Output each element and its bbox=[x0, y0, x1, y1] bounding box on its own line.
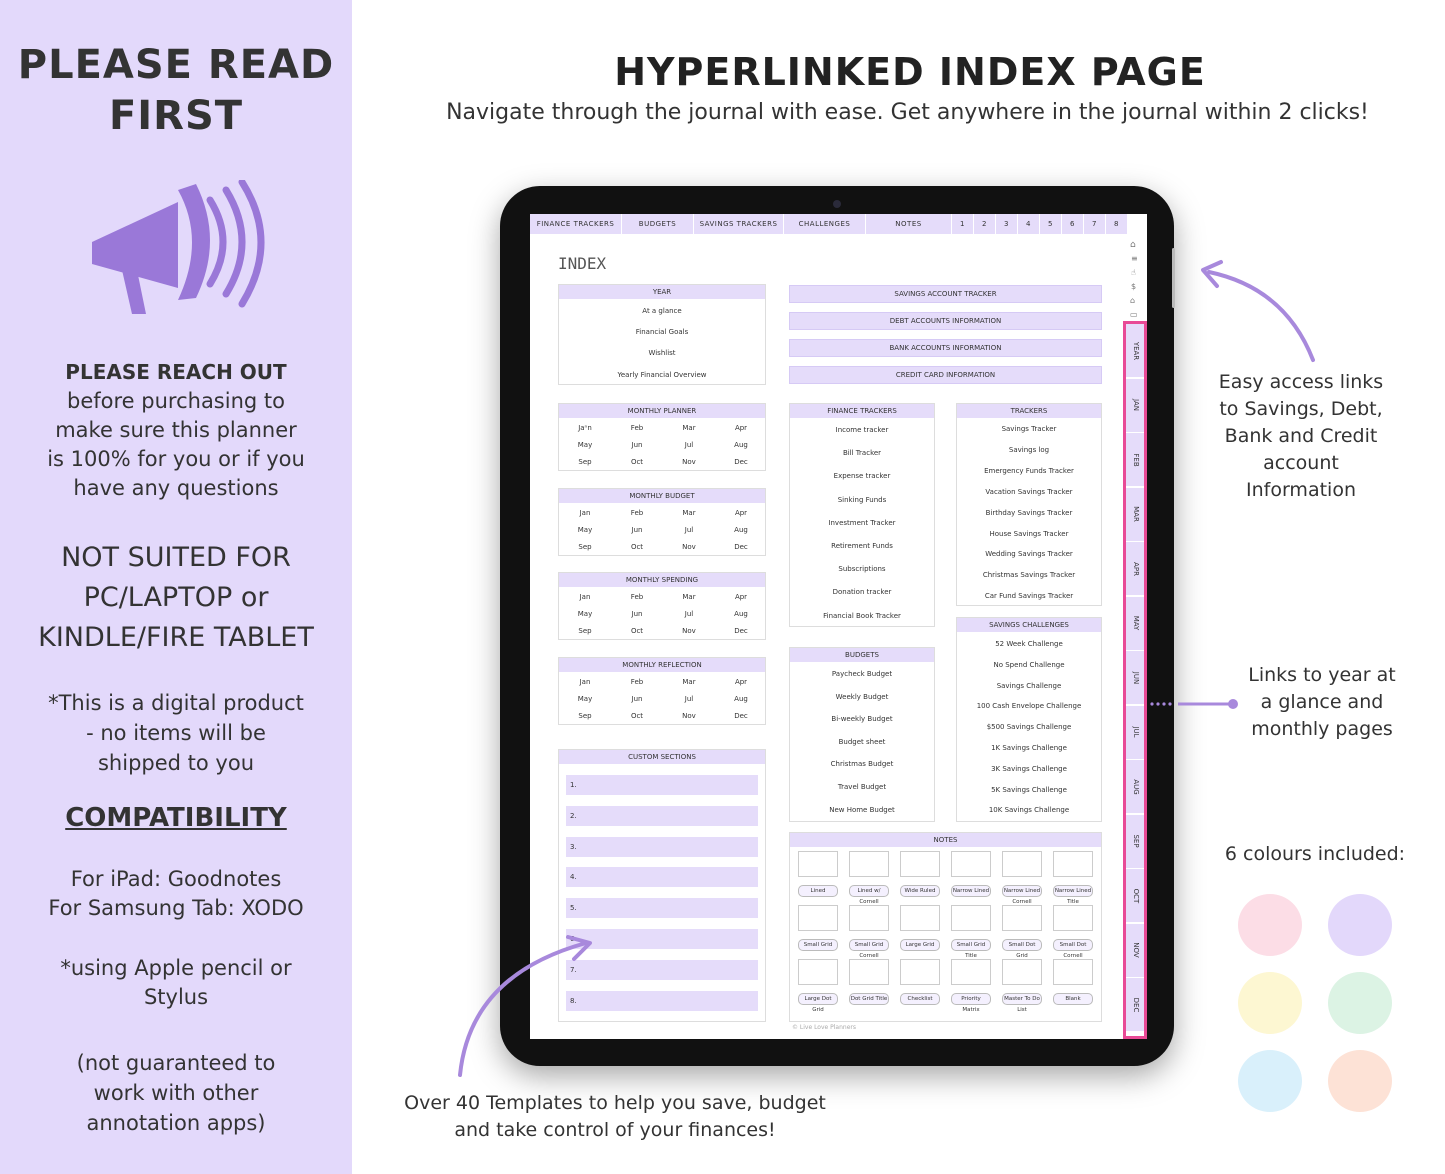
month-link[interactable]: Jul bbox=[684, 695, 694, 703]
planner-screen bbox=[530, 214, 1147, 1039]
month-link[interactable]: Jun bbox=[631, 526, 643, 534]
finance-trackers-link[interactable]: Sinking Funds bbox=[837, 495, 887, 504]
side-tab-label: APR bbox=[1132, 561, 1140, 576]
template-label[interactable]: Priority Matrix bbox=[951, 993, 991, 1005]
month-link[interactable]: Nov bbox=[682, 458, 696, 466]
month-link[interactable]: Jul bbox=[684, 441, 694, 449]
year-annotation bbox=[1232, 662, 1412, 743]
month-link[interactable]: Mar bbox=[682, 593, 696, 601]
digital-line: shipped to you bbox=[97, 751, 254, 775]
account-link[interactable]: SAVINGS ACCOUNT TRACKER bbox=[789, 285, 1102, 303]
month-link[interactable]: Apr bbox=[734, 424, 748, 432]
top-tab[interactable]: 7 bbox=[1084, 214, 1106, 234]
trackers-link[interactable]: Savings Tracker bbox=[1001, 425, 1057, 433]
side-tab-label: DEC bbox=[1132, 997, 1140, 1012]
page-title: HYPERLINKED INDEX PAGE bbox=[614, 50, 1206, 94]
month-link[interactable]: Jan bbox=[579, 509, 591, 517]
template-thumbnail[interactable] bbox=[849, 959, 889, 985]
top-tab[interactable]: BUDGETS bbox=[622, 214, 694, 234]
template-label[interactable]: Wide Ruled bbox=[900, 885, 940, 897]
year-link[interactable]: At a glance bbox=[642, 307, 682, 315]
template-label[interactable]: Checklist bbox=[900, 993, 940, 1005]
month-link[interactable]: Dec bbox=[734, 627, 748, 635]
template-thumbnail[interactable] bbox=[951, 905, 991, 931]
trackers-link[interactable]: Savings log bbox=[1008, 445, 1050, 454]
tablet-button bbox=[1172, 248, 1175, 308]
list-icon[interactable]: ≡ bbox=[1131, 254, 1138, 263]
template-thumbnail[interactable] bbox=[951, 959, 991, 985]
month-link[interactable]: May bbox=[577, 695, 593, 703]
side-tab-label: AUG bbox=[1132, 778, 1140, 795]
pencil-line: *using Apple pencil or bbox=[60, 956, 292, 980]
top-tab[interactable]: 2 bbox=[974, 214, 996, 234]
guarantee-block bbox=[0, 1048, 352, 1138]
account-link[interactable]: BANK ACCOUNTS INFORMATION bbox=[789, 339, 1102, 357]
colour-swatch bbox=[1328, 1050, 1392, 1112]
budgets-link[interactable]: Weekly Budget bbox=[835, 692, 889, 701]
annotation-line: and take control of your finances! bbox=[454, 1119, 776, 1141]
custom-section-field[interactable]: 5. bbox=[566, 898, 758, 918]
trackers-link[interactable]: Car Fund Savings Tracker bbox=[984, 592, 1074, 601]
custom-section-field[interactable]: 8. bbox=[566, 991, 758, 1011]
finance-trackers-link[interactable]: Retirement Funds bbox=[831, 542, 893, 550]
template-thumbnail[interactable] bbox=[849, 905, 889, 931]
trackers-header[interactable]: TRACKERS bbox=[957, 404, 1101, 418]
budgets-link[interactable]: Bi-weekly Budget bbox=[831, 715, 893, 724]
template-thumbnail[interactable] bbox=[1002, 905, 1042, 931]
colour-swatch bbox=[1238, 894, 1302, 956]
custom-section-field[interactable]: 3. bbox=[566, 837, 758, 857]
month-link[interactable]: Nov bbox=[682, 543, 696, 551]
budgets-link[interactable]: Christmas Budget bbox=[830, 760, 894, 769]
month-link[interactable]: Apr bbox=[734, 678, 748, 686]
reach-out-block bbox=[0, 358, 352, 503]
month-link[interactable]: Sep bbox=[578, 458, 592, 466]
top-tab[interactable]: NOTES bbox=[866, 214, 952, 234]
month-link[interactable]: Apr bbox=[734, 509, 748, 517]
not-suited-block bbox=[0, 538, 352, 658]
home-icon[interactable]: ⌂ bbox=[1130, 240, 1136, 250]
month-link[interactable]: Sep bbox=[578, 543, 592, 551]
pencil-block bbox=[0, 954, 352, 1012]
template-label[interactable]: Large Grid bbox=[900, 939, 940, 951]
challenges-link[interactable]: $500 Savings Challenge bbox=[986, 723, 1072, 732]
month-link[interactable]: Nov bbox=[682, 627, 696, 635]
template-label[interactable]: Master To Do List bbox=[1002, 993, 1042, 1005]
template-thumbnail[interactable] bbox=[1053, 905, 1093, 931]
pointer-line-icon bbox=[1148, 696, 1240, 712]
monthly-box bbox=[558, 403, 766, 471]
monthly-box bbox=[558, 572, 766, 640]
top-tab[interactable]: 4 bbox=[1018, 214, 1040, 234]
month-link[interactable]: Aug bbox=[734, 526, 748, 534]
template-thumbnail[interactable] bbox=[1053, 851, 1093, 877]
monthly-box bbox=[558, 488, 766, 556]
month-link[interactable]: Oct bbox=[630, 627, 644, 635]
reach-out-title: PLEASE REACH OUT bbox=[65, 360, 287, 384]
month-link[interactable]: Feb bbox=[630, 678, 644, 686]
digital-line: - no items will be bbox=[86, 721, 266, 745]
reach-out-line: before purchasing to bbox=[67, 389, 285, 413]
info-sidebar bbox=[0, 0, 352, 1174]
template-label[interactable]: Small Dot Cornell bbox=[1053, 939, 1093, 951]
annotation-line: Links to year at bbox=[1248, 664, 1396, 686]
month-link[interactable]: Jul bbox=[684, 526, 694, 534]
reach-out-line: make sure this planner bbox=[55, 418, 297, 442]
compat-line: For Samsung Tab: XODO bbox=[48, 896, 304, 920]
month-link[interactable]: Feb bbox=[630, 424, 644, 432]
template-label[interactable]: Narrow Lined bbox=[951, 885, 991, 897]
top-tab[interactable]: CHALLENGES bbox=[784, 214, 866, 234]
finance-trackers-header[interactable]: FINANCE TRACKERS bbox=[790, 404, 934, 418]
top-tab[interactable]: FINANCE TRACKERS bbox=[530, 214, 622, 234]
annotation-line: to Savings, Debt, bbox=[1219, 398, 1383, 420]
annotation-line: account bbox=[1263, 452, 1339, 474]
compatibility-block bbox=[0, 865, 352, 923]
month-link[interactable]: May bbox=[577, 441, 593, 449]
challenges-link[interactable]: 52 Week Challenge bbox=[995, 640, 1063, 648]
hand-icon[interactable]: ☝ bbox=[1131, 268, 1136, 277]
arrow-templates-icon bbox=[450, 935, 600, 1080]
monthly-box-header[interactable]: MONTHLY PLANNER bbox=[559, 404, 765, 418]
colour-swatch bbox=[1238, 972, 1302, 1034]
template-thumbnail[interactable] bbox=[1053, 959, 1093, 985]
template-thumbnail[interactable] bbox=[900, 851, 940, 877]
month-link[interactable]: Feb bbox=[630, 593, 644, 601]
month-link[interactable]: Oct bbox=[630, 712, 644, 720]
month-link[interactable]: Dec bbox=[734, 712, 748, 720]
custom-section-field[interactable]: 1. bbox=[566, 775, 758, 795]
side-tab-label: OCT bbox=[1132, 888, 1140, 903]
month-link[interactable]: Oct bbox=[630, 543, 644, 551]
month-link[interactable]: Mar bbox=[682, 678, 696, 686]
month-link[interactable]: Mar bbox=[682, 509, 696, 517]
month-link[interactable]: Jun bbox=[631, 441, 643, 449]
money-icon[interactable]: $ bbox=[1131, 282, 1137, 291]
trackers-link[interactable]: Emergency Funds Tracker bbox=[984, 466, 1074, 475]
template-label[interactable]: Large Dot Grid bbox=[798, 993, 838, 1005]
finance-trackers-link[interactable]: Donation tracker bbox=[832, 588, 892, 597]
sidebar-heading-line: FIRST bbox=[108, 93, 244, 139]
finance-trackers-link[interactable]: Investment Tracker bbox=[828, 518, 896, 527]
template-thumbnail[interactable] bbox=[1002, 959, 1042, 985]
quick-icons bbox=[1125, 234, 1147, 322]
page-subtitle: Navigate through the journal with ease. Get anywhere in the journal within 2 clicks! bbox=[446, 100, 1369, 125]
template-label[interactable]: Lined bbox=[798, 885, 838, 897]
annotation-line: monthly pages bbox=[1251, 718, 1393, 740]
template-thumbnail[interactable] bbox=[1002, 851, 1042, 877]
top-tab[interactable]: 6 bbox=[1062, 214, 1084, 234]
trackers-link[interactable]: Birthday Savings Tracker bbox=[985, 508, 1073, 517]
side-tab-label: FEB bbox=[1132, 452, 1140, 467]
copyright-footer: © Live Love Planners bbox=[792, 1024, 856, 1031]
digital-line: *This is a digital product bbox=[48, 691, 304, 715]
template-label[interactable]: Dot Grid Title bbox=[849, 993, 889, 1005]
trackers-link[interactable]: House Savings Tracker bbox=[989, 529, 1069, 538]
finance-trackers-link[interactable]: Bill Tracker bbox=[842, 449, 882, 458]
side-tab-label: JUN bbox=[1132, 671, 1140, 684]
accounts-annotation bbox=[1196, 369, 1406, 504]
challenges-link[interactable]: 1K Savings Challenge bbox=[991, 744, 1067, 752]
monthly-box-header[interactable]: MONTHLY BUDGET bbox=[559, 489, 765, 503]
template-thumbnail[interactable] bbox=[798, 959, 838, 985]
month-link[interactable]: Aug bbox=[734, 695, 748, 703]
month-link[interactable]: Sep bbox=[578, 712, 592, 720]
month-link[interactable]: Jan bbox=[579, 678, 591, 686]
month-link[interactable]: Feb bbox=[630, 509, 644, 517]
year-link[interactable]: Yearly Financial Overview bbox=[617, 371, 707, 379]
pencil-line: Stylus bbox=[143, 985, 209, 1009]
template-thumbnail[interactable] bbox=[951, 851, 991, 877]
side-tab-label: SEP bbox=[1132, 834, 1140, 848]
notes-header[interactable]: NOTES bbox=[790, 833, 1101, 847]
template-thumbnail[interactable] bbox=[900, 959, 940, 985]
year-box bbox=[558, 284, 766, 385]
reach-out-line: is 100% for you or if you bbox=[47, 447, 305, 471]
month-link[interactable]: Dec bbox=[734, 543, 748, 551]
guarantee-line: (not guaranteed to bbox=[76, 1051, 276, 1075]
annotation-line: a glance and bbox=[1260, 691, 1384, 713]
compatibility-title: COMPATIBILITY bbox=[65, 803, 287, 833]
template-thumbnail[interactable] bbox=[900, 905, 940, 931]
month-link[interactable]: May bbox=[577, 610, 593, 618]
camera-dot bbox=[833, 200, 841, 208]
annotation-line: Bank and Credit bbox=[1224, 425, 1378, 447]
guarantee-line: annotation apps) bbox=[86, 1111, 266, 1135]
monthly-box-header[interactable]: MONTHLY REFLECTION bbox=[559, 658, 765, 672]
colour-swatch bbox=[1328, 894, 1392, 956]
guarantee-line: work with other bbox=[93, 1081, 259, 1105]
challenges-link[interactable]: 10K Savings Challenge bbox=[988, 806, 1070, 815]
challenges-link[interactable]: 100 Cash Envelope Challenge bbox=[976, 702, 1082, 711]
month-link[interactable]: Aug bbox=[734, 441, 748, 449]
month-link[interactable]: Jan bbox=[579, 593, 591, 601]
budgets-link[interactable]: Paycheck Budget bbox=[831, 670, 893, 678]
top-tab[interactable]: 5 bbox=[1040, 214, 1062, 234]
card-icon[interactable]: ▭ bbox=[1130, 310, 1138, 319]
template-thumbnail[interactable] bbox=[798, 851, 838, 877]
finance-trackers-link[interactable]: Financial Book Tracker bbox=[823, 611, 901, 620]
top-tab[interactable]: 3 bbox=[996, 214, 1018, 234]
month-link[interactable]: Nov bbox=[682, 712, 696, 720]
month-link[interactable]: Jun bbox=[631, 695, 643, 703]
year-link[interactable]: Wishlist bbox=[648, 349, 676, 357]
colour-swatch bbox=[1328, 972, 1392, 1034]
side-tab-label: JAN bbox=[1132, 399, 1140, 411]
annotation-line: Easy access links bbox=[1218, 371, 1384, 393]
template-label[interactable]: Lined w/ Cornell bbox=[849, 885, 889, 897]
sidebar-heading-line: PLEASE READ bbox=[17, 42, 335, 88]
custom-section-field[interactable]: 4. bbox=[566, 867, 758, 887]
colour-swatch bbox=[1238, 1050, 1302, 1112]
monthly-box bbox=[558, 657, 766, 725]
trackers-link[interactable]: Christmas Savings Tracker bbox=[982, 571, 1076, 580]
template-thumbnail[interactable] bbox=[798, 905, 838, 931]
not-suited-line: KINDLE/FIRE TABLET bbox=[38, 622, 314, 653]
account-link[interactable]: DEBT ACCOUNTS INFORMATION bbox=[789, 312, 1102, 330]
month-link[interactable]: Dec bbox=[734, 458, 748, 466]
not-suited-line: NOT SUITED FOR bbox=[61, 542, 291, 573]
side-tab-label: JUL bbox=[1132, 726, 1140, 738]
month-link[interactable]: May bbox=[577, 526, 593, 534]
bank-icon[interactable]: ⌂ bbox=[1130, 296, 1136, 305]
monthly-box-header[interactable]: MONTHLY SPENDING bbox=[559, 573, 765, 587]
custom-sections-header: CUSTOM SECTIONS bbox=[559, 750, 765, 764]
trackers-link[interactable]: Vacation Savings Tracker bbox=[985, 487, 1073, 496]
side-tab-label: MAY bbox=[1132, 615, 1140, 631]
template-label[interactable]: Blank bbox=[1053, 993, 1093, 1005]
not-suited-line: PC/LAPTOP or bbox=[83, 582, 269, 613]
template-label[interactable]: Small Grid Title bbox=[951, 939, 991, 951]
template-label[interactable]: Small Grid bbox=[798, 939, 838, 951]
arrow-accounts-icon bbox=[1195, 258, 1325, 368]
budgets-header[interactable]: BUDGETS bbox=[790, 648, 934, 662]
month-link[interactable]: Sep bbox=[578, 627, 592, 635]
challenges-link[interactable]: 3K Savings Challenge bbox=[991, 764, 1067, 773]
index-title: INDEX bbox=[558, 254, 607, 273]
template-label[interactable]: Narrow Lined Cornell bbox=[1002, 885, 1042, 897]
template-label[interactable]: Small Grid Cornell bbox=[849, 939, 889, 951]
month-link[interactable]: Jun bbox=[631, 610, 643, 618]
month-link[interactable]: Jaⁿn bbox=[578, 424, 592, 432]
budgets-link[interactable]: Travel Budget bbox=[837, 783, 887, 791]
sidebar-heading bbox=[0, 40, 352, 142]
challenges-header[interactable]: SAVINGS CHALLENGES bbox=[957, 618, 1101, 632]
annotation-line: Over 40 Templates to help you save, budget bbox=[404, 1092, 826, 1114]
template-label[interactable]: Narrow Lined Title bbox=[1053, 885, 1093, 897]
templates-annotation bbox=[380, 1090, 850, 1144]
challenges-link[interactable]: No Spend Challenge bbox=[993, 660, 1065, 669]
month-link[interactable]: Apr bbox=[734, 593, 748, 601]
template-label[interactable]: Small Dot Grid bbox=[1002, 939, 1042, 951]
challenges-link[interactable]: 5K Savings Challenge bbox=[991, 785, 1067, 794]
side-tab-label: YEAR bbox=[1132, 341, 1140, 360]
finance-trackers-link[interactable]: Expense tracker bbox=[833, 472, 891, 481]
top-tab[interactable]: 8 bbox=[1106, 214, 1128, 234]
account-link[interactable]: CREDIT CARD INFORMATION bbox=[789, 366, 1102, 384]
month-link[interactable]: Oct bbox=[630, 458, 644, 466]
year-header[interactable]: YEAR bbox=[559, 285, 765, 299]
highlight-frame bbox=[1123, 321, 1147, 1039]
top-tab[interactable]: SAVINGS TRACKERS bbox=[694, 214, 784, 234]
finance-trackers-link[interactable]: Subscriptions bbox=[838, 565, 886, 574]
trackers-link[interactable]: Wedding Savings Tracker bbox=[985, 550, 1073, 559]
year-link[interactable]: Financial Goals bbox=[635, 328, 689, 336]
month-link[interactable]: Mar bbox=[682, 424, 696, 432]
annotation-line: Information bbox=[1246, 479, 1356, 501]
compat-line: For iPad: Goodnotes bbox=[70, 867, 282, 891]
side-tab-label: NOV bbox=[1132, 942, 1140, 958]
month-link[interactable]: Aug bbox=[734, 610, 748, 618]
custom-section-field[interactable]: 7. bbox=[566, 960, 758, 980]
side-tab-label: MAR bbox=[1132, 506, 1140, 522]
megaphone-icon bbox=[86, 180, 268, 318]
digital-product-block bbox=[0, 688, 352, 778]
month-link[interactable]: Jul bbox=[684, 610, 694, 618]
budgets-link[interactable]: New Home Budget bbox=[829, 805, 895, 814]
reach-out-line: have any questions bbox=[73, 476, 279, 500]
finance-trackers-link[interactable]: Income tracker bbox=[835, 426, 889, 434]
challenges-link[interactable]: Savings Challenge bbox=[996, 681, 1062, 690]
custom-section-field[interactable]: 2. bbox=[566, 806, 758, 826]
custom-section-field[interactable]: 6. bbox=[566, 929, 758, 949]
template-thumbnail[interactable] bbox=[849, 851, 889, 877]
colours-label: 6 colours included: bbox=[1224, 843, 1406, 865]
top-tab[interactable]: 1 bbox=[952, 214, 974, 234]
budgets-link[interactable]: Budget sheet bbox=[838, 737, 886, 746]
